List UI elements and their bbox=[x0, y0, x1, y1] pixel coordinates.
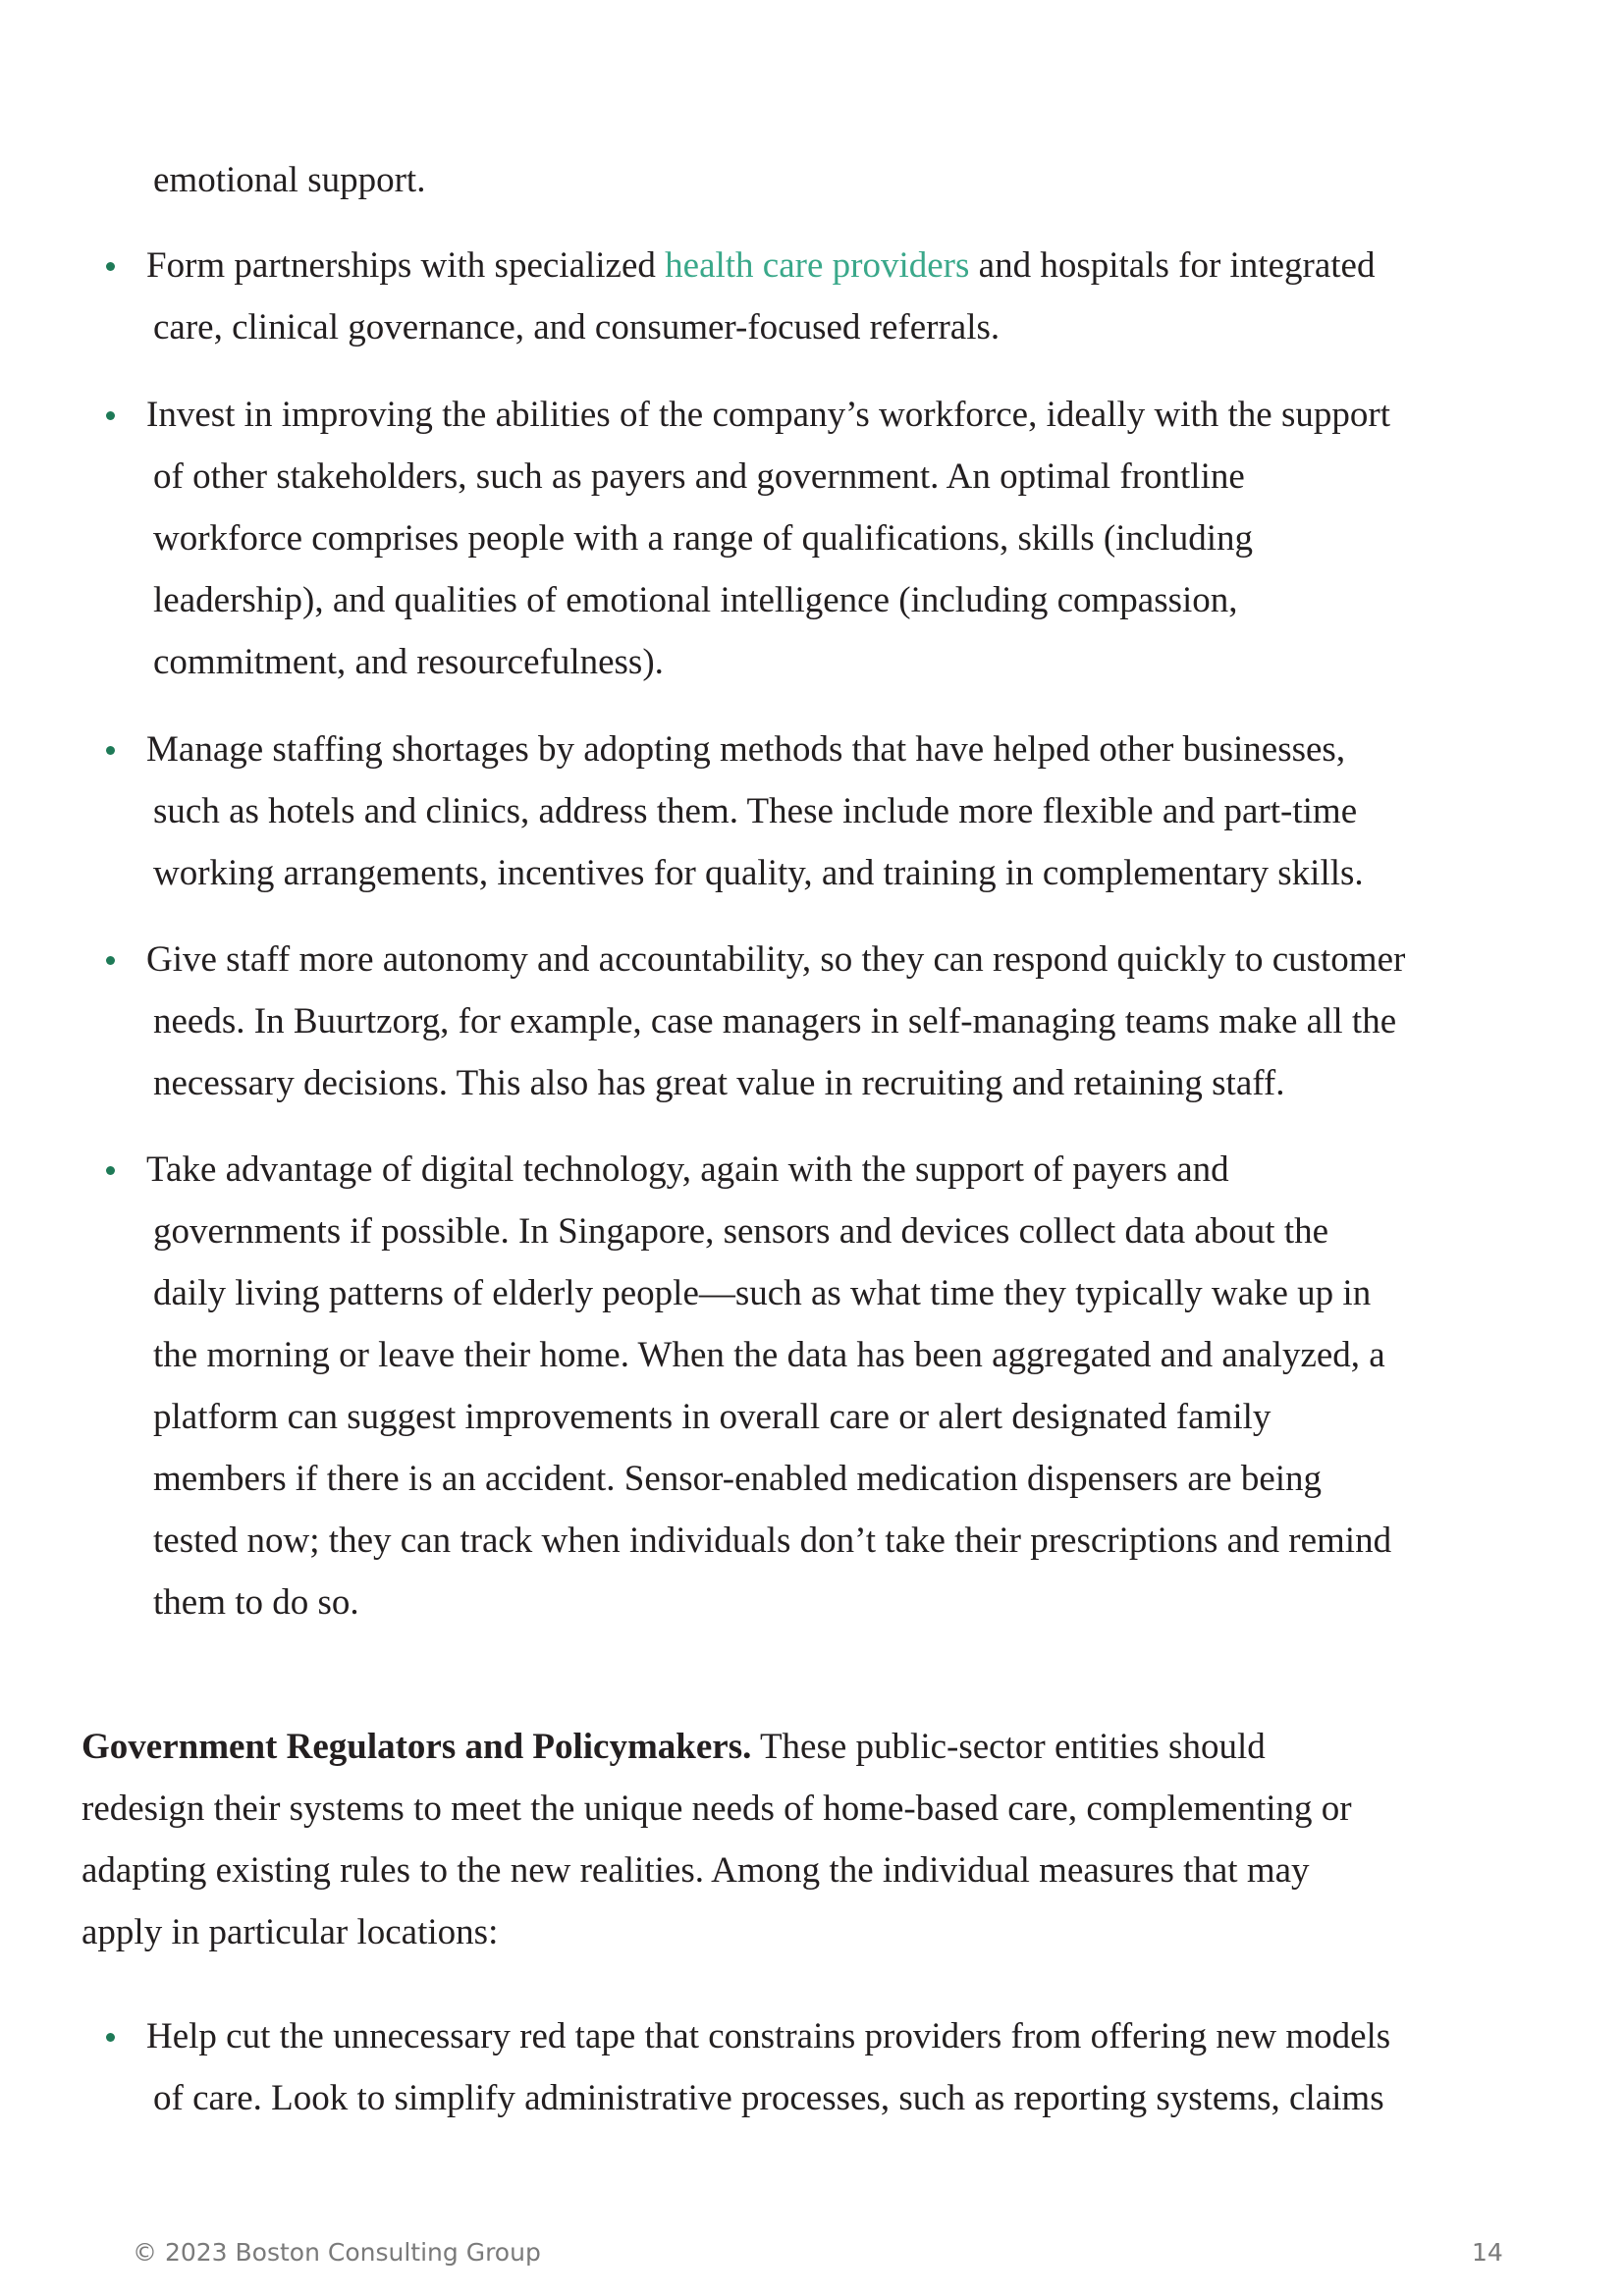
bullet-line: workforce comprises people with a range of qualifications, skills (including bbox=[153, 518, 1253, 559]
bullet-line: needs. In Buurtzorg, for example, case managers in self-managing teams make all the bbox=[153, 1001, 1397, 1041]
bullet-line: daily living patterns of elderly people—such as what time they typically wake up in bbox=[153, 1273, 1372, 1313]
bullet-line: of care. Look to simplify administrative processes, such as reporting systems, claims bbox=[153, 2078, 1384, 2118]
bullet-line: of other stakeholders, such as payers and government. An optimal frontline bbox=[153, 456, 1245, 497]
section-heading: Government Regulators and Policymakers. bbox=[81, 1727, 752, 1767]
bullet-first-line bbox=[146, 235, 1375, 296]
bullet-first-line: Manage staffing shortages by adopting methods that have helped other businesses, bbox=[146, 729, 1346, 770]
text: Form partnerships with specialized bbox=[146, 245, 666, 286]
page-number: 14 bbox=[1472, 2238, 1503, 2267]
text: These public-sector entities should bbox=[751, 1727, 1266, 1767]
bullet-first-line: Give staff more autonomy and accountability, so they can respond quickly to customer bbox=[146, 939, 1406, 980]
bullet-first-line: Take advantage of digital technology, again with the support of payers and bbox=[146, 1149, 1229, 1190]
bullet-line: tested now; they can track when individuals don’t take their prescriptions and remind bbox=[153, 1521, 1392, 1561]
health-care-providers-link[interactable]: health care providers bbox=[665, 245, 970, 286]
bullet-icon bbox=[106, 1166, 115, 1175]
bullet-first-line: Help cut the unnecessary red tape that constrains providers from offering new models bbox=[146, 2016, 1391, 2056]
bullet-icon bbox=[106, 2033, 115, 2042]
text: and hospitals for integrated bbox=[969, 245, 1376, 286]
bullet-line: commitment, and resourcefulness). bbox=[153, 642, 664, 682]
intro-tail-text: emotional support. bbox=[153, 160, 426, 200]
bullet-icon bbox=[106, 746, 115, 755]
bullet-line: them to do so. bbox=[153, 1582, 359, 1623]
bullet-icon bbox=[106, 956, 115, 965]
footer-copyright: © 2023 Boston Consulting Group bbox=[133, 2238, 541, 2267]
bullet-line: such as hotels and clinics, address them. These include more flexible and part-time bbox=[153, 791, 1358, 831]
bullet-icon bbox=[106, 262, 115, 271]
paragraph-line: apply in particular locations: bbox=[81, 1912, 499, 1952]
bullet-line: care, clinical governance, and consumer-focused referrals. bbox=[153, 307, 1001, 347]
bullet-line: leadership), and qualities of emotional intelligence (including compassion, bbox=[153, 580, 1238, 620]
bullet-line: necessary decisions. This also has great value in recruiting and retaining staff. bbox=[153, 1063, 1285, 1103]
bullet-line: members if there is an accident. Sensor-enabled medication dispensers are being bbox=[153, 1459, 1323, 1499]
bullet-line: governments if possible. In Singapore, sensors and devices collect data about the bbox=[153, 1211, 1329, 1252]
bullet-line: platform can suggest improvements in overall care or alert designated family bbox=[153, 1397, 1271, 1437]
bullet-first-line: Invest in improving the abilities of the company’s workforce, ideally with the support bbox=[146, 395, 1390, 435]
paragraph-line: adapting existing rules to the new realities. Among the individual measures that may bbox=[81, 1850, 1310, 1891]
paragraph-line: redesign their systems to meet the unique needs of home-based care, complementing or bbox=[81, 1789, 1352, 1829]
paragraph-first-line bbox=[81, 1716, 1266, 1778]
bullet-line: working arrangements, incentives for quality, and training in complementary skills. bbox=[153, 853, 1364, 893]
bullet-icon bbox=[106, 411, 115, 420]
bullet-line: the morning or leave their home. When the data has been aggregated and analyzed, a bbox=[153, 1335, 1385, 1375]
